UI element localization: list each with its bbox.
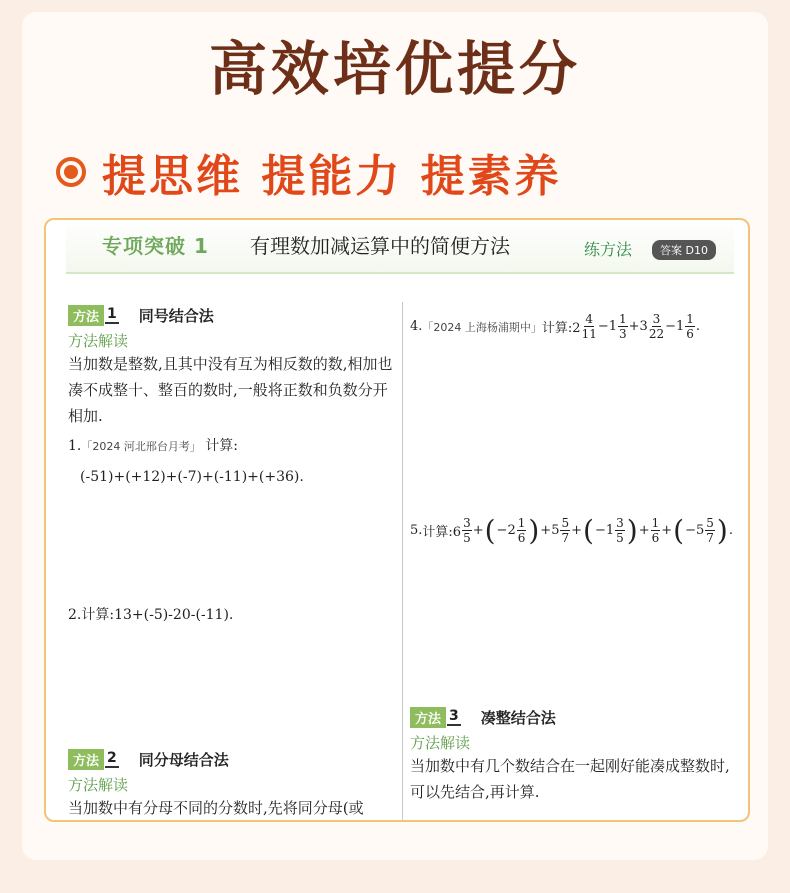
method-name: 同分母结合法 <box>138 750 229 769</box>
fraction: $\frac{1}{3}$ <box>619 312 627 341</box>
headline: 高效培优提分 <box>208 35 581 103</box>
practice-label: 练方法 <box>584 240 633 259</box>
operator: + <box>571 523 583 538</box>
column-divider <box>402 302 403 822</box>
problem-number: 1. <box>68 438 82 454</box>
problem-number: 2. <box>68 607 82 623</box>
answer-badge: 答案 D10 <box>652 240 716 260</box>
operator: −1 <box>665 319 685 334</box>
whole-part: +5 <box>540 523 560 538</box>
operator: + <box>661 523 673 538</box>
problem-prompt: 计算:2 <box>541 321 581 336</box>
problem-number: 4. <box>410 319 423 334</box>
tagline <box>56 142 562 202</box>
method-tag: 方法 <box>68 305 104 326</box>
whole-part: −1 <box>594 523 615 538</box>
fraction: $\frac{3}{5}$ <box>616 516 624 545</box>
method-tag: 方法 <box>410 707 446 728</box>
fraction: $\frac{5}{7}$ <box>706 516 714 545</box>
tagline-text: 提思维 提能力 提素养 <box>102 151 562 202</box>
fraction: $\frac{1}{6}$ <box>651 516 660 545</box>
end-period: . <box>728 523 733 538</box>
bullet-icon <box>56 157 86 187</box>
method-3 <box>410 706 740 805</box>
method-number: 3 <box>449 708 459 724</box>
problem-1-expression: (-51)+(+12)+(-7)+(-11)+(+36). <box>80 469 304 485</box>
book-page <box>44 218 750 822</box>
method-tag: 方法 <box>68 749 104 770</box>
operator: + <box>638 523 650 538</box>
problem-text: 计算:13+(-5)-20-(-11). <box>81 607 234 623</box>
method-reading-label: 方法解读 <box>410 734 471 752</box>
problem-source: 「2024 上海杨浦期中」 <box>422 320 542 334</box>
right-paren: ) <box>626 513 638 547</box>
fraction: $\frac{5}{7}$ <box>561 516 570 545</box>
problem-5 <box>410 513 733 547</box>
left-paren: ( <box>673 513 685 547</box>
problem-1 <box>68 435 398 455</box>
section-header <box>66 220 734 274</box>
operator: + <box>472 523 484 538</box>
section-title: 有理数加减运算中的简便方法 <box>250 234 510 258</box>
problem-prompt: 计算:6 <box>422 525 462 540</box>
left-paren: ( <box>484 513 496 547</box>
method-description: 当加数中有几个数结合在一起刚好能凑成整数时,可以先结合,再计算. <box>410 757 730 801</box>
problem-2 <box>68 604 233 624</box>
operator: +3 <box>628 319 648 334</box>
method-name: 同号结合法 <box>138 306 214 325</box>
method-number: 1 <box>107 306 117 322</box>
fraction: $\frac{4}{11}$ <box>581 312 597 341</box>
method-2-heading <box>68 748 398 770</box>
section-number: 专项突破 1 <box>102 234 209 258</box>
method-3-heading <box>410 706 740 728</box>
end-period: . <box>695 319 701 334</box>
method-1-heading <box>68 304 398 326</box>
method-number: 2 <box>107 750 117 766</box>
problem-number: 5. <box>410 523 423 538</box>
right-paren: ) <box>528 513 540 547</box>
problem-4 <box>410 312 700 341</box>
right-paren: ) <box>716 513 728 547</box>
method-description: 当加数中有分母不同的分数时,先将同分母(或 <box>68 799 364 817</box>
method-name: 凑整结合法 <box>480 708 556 727</box>
method-reading-label: 方法解读 <box>68 332 129 350</box>
method-2 <box>68 748 398 821</box>
problem-source: 「2024 河北邢台月考」 <box>81 440 201 453</box>
fraction: $\frac{1}{6}$ <box>686 312 694 341</box>
whole-part: −2 <box>496 523 516 538</box>
left-column <box>68 304 398 485</box>
operator: −1 <box>597 319 618 334</box>
left-paren: ( <box>583 513 594 547</box>
method-reading-label: 方法解读 <box>68 776 129 794</box>
fraction: $\frac{3}{22}$ <box>648 312 665 341</box>
fraction: $\frac{1}{6}$ <box>517 516 526 545</box>
fraction: $\frac{3}{5}$ <box>463 516 471 545</box>
problem-prompt: 计算: <box>205 438 239 454</box>
method-description: 当加数是整数,且其中没有互为相反数的数,相加也凑不成整十、整百的数时,一般将正数和负数分开相加. <box>68 355 393 425</box>
whole-part: −5 <box>685 523 705 538</box>
